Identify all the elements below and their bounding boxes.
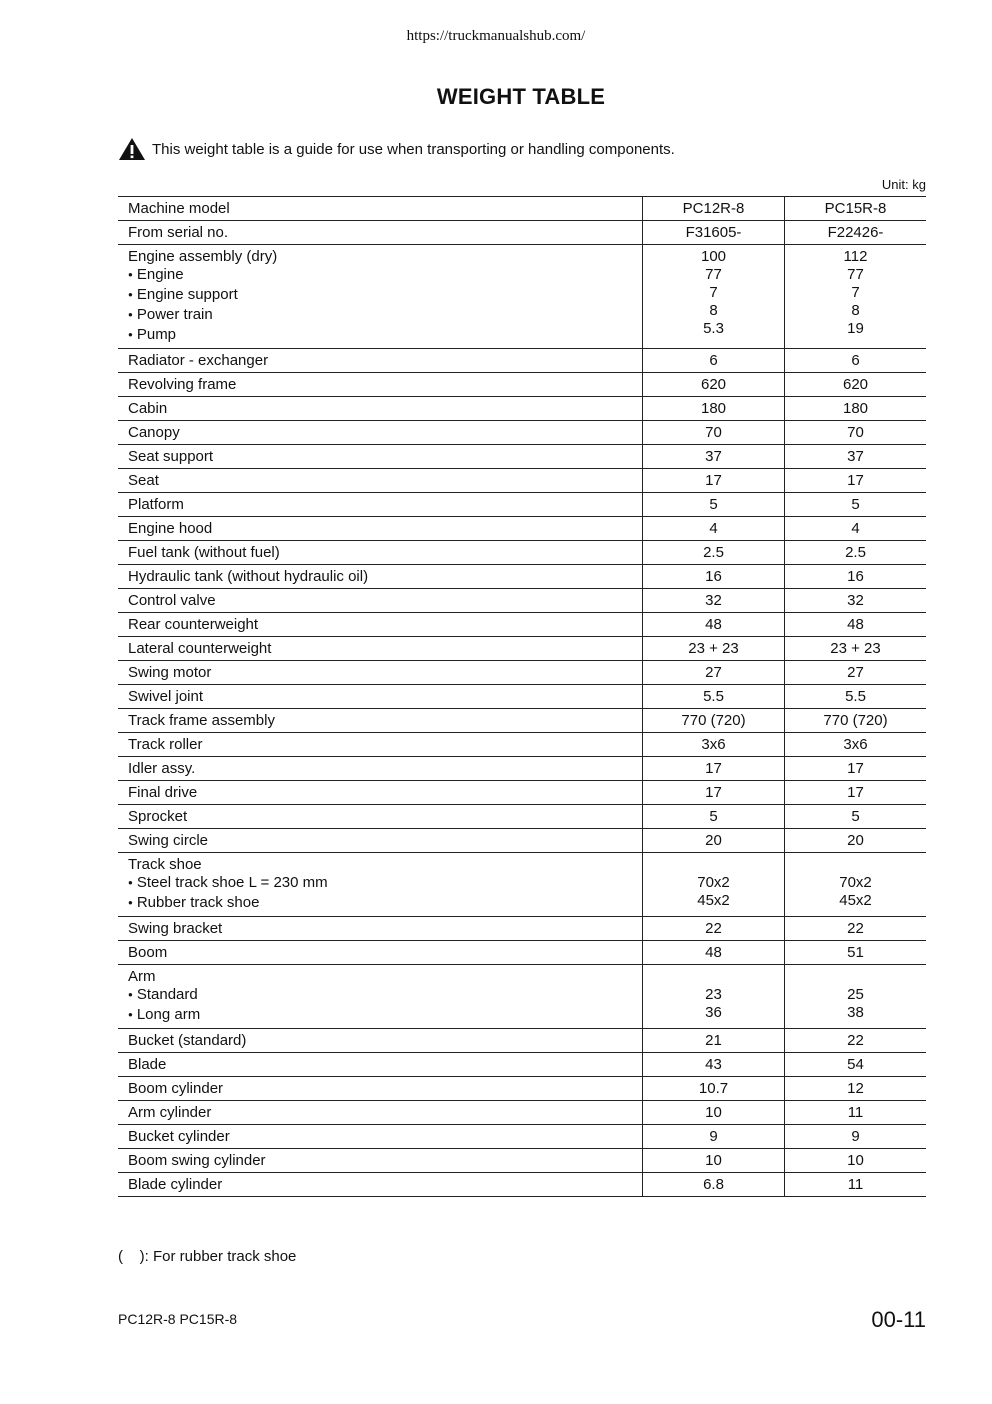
pc15r-8-value-cell	[785, 1173, 927, 1197]
sub-component-label: ● Standard	[128, 986, 632, 1006]
weight-value: 48	[847, 616, 864, 633]
table-row	[118, 541, 926, 565]
component-cell	[118, 805, 643, 829]
header-url: https://truckmanualshub.com/	[406, 28, 586, 44]
component-cell	[118, 469, 643, 493]
weight-value: 3x6	[701, 736, 726, 753]
component-cell	[118, 349, 643, 373]
pc15r-8-value-cell	[785, 829, 927, 853]
table-row	[118, 853, 926, 917]
pc12r-8-value-cell	[643, 1149, 785, 1173]
table-row	[118, 637, 926, 661]
table-row	[118, 349, 926, 373]
pc12r-8-value-cell	[643, 685, 785, 709]
pc15r-8-value-cell	[785, 781, 927, 805]
weight-value: 23 + 23	[830, 640, 881, 657]
component-cell	[118, 829, 643, 853]
table-row	[118, 517, 926, 541]
weight-value: 23	[705, 986, 722, 1003]
weight-value: 10	[847, 1152, 864, 1169]
component-cell	[118, 1101, 643, 1125]
table-row	[118, 421, 926, 445]
weight-value: 770 (720)	[681, 712, 746, 729]
weight-value: 112	[843, 248, 868, 265]
weight-value: 5	[851, 496, 860, 513]
component-cell	[118, 733, 643, 757]
component-cell	[118, 373, 643, 397]
weight-value: 22	[847, 920, 864, 937]
weight-value: 27	[847, 664, 864, 681]
weight-value: 38	[847, 1004, 864, 1021]
pc12r-8-value-cell	[643, 197, 785, 221]
sub-component-label: ● Engine	[128, 266, 632, 286]
pc15r-8-value-cell	[785, 1077, 927, 1101]
component-cell	[118, 1125, 643, 1149]
component-label: Bucket cylinder	[128, 1128, 230, 1145]
weight-value: 8	[709, 302, 718, 319]
component-cell	[118, 613, 643, 637]
table-row	[118, 613, 926, 637]
page-title: WEIGHT TABLE	[436, 84, 606, 109]
weight-value: 54	[847, 1056, 864, 1073]
pc12r-8-value-cell	[643, 733, 785, 757]
pc12r-8-value-cell	[643, 1053, 785, 1077]
component-label: Swing bracket	[128, 920, 223, 937]
component-label: Lateral counterweight	[128, 640, 272, 657]
page-number: 00-11	[871, 1307, 926, 1332]
component-cell	[118, 853, 643, 917]
component-label: Blade	[128, 1056, 167, 1073]
pc15r-8-value-cell	[785, 917, 927, 941]
pc12r-8-value-cell	[643, 917, 785, 941]
pc15r-8-value-cell	[785, 221, 927, 245]
weight-value: 19	[847, 320, 864, 337]
component-label: From serial no.	[128, 224, 229, 241]
weight-value: 45x2	[697, 892, 730, 909]
component-label: Swivel joint	[128, 688, 204, 705]
sub-component-label: ● Power train	[128, 306, 632, 326]
pc12r-8-value-cell	[643, 245, 785, 349]
pc15r-8-value-cell	[785, 541, 927, 565]
table-row	[118, 805, 926, 829]
pc15r-8-value-cell	[785, 349, 927, 373]
component-label: Idler assy.	[128, 760, 196, 777]
pc15r-8-value-cell	[785, 1125, 927, 1149]
table-row	[118, 1029, 926, 1053]
table-row	[118, 1053, 926, 1077]
weight-value: 27	[705, 664, 722, 681]
component-cell	[118, 709, 643, 733]
weight-value: 37	[705, 448, 722, 465]
weight-value: 5.5	[845, 688, 866, 705]
component-label: Engine assembly (dry)	[128, 248, 278, 265]
component-cell	[118, 917, 643, 941]
weight-value: 620	[842, 376, 869, 393]
weight-value: 5.5	[703, 688, 724, 705]
sub-component-label: ● Rubber track shoe	[128, 894, 632, 914]
weight-value: F22426-	[827, 224, 884, 241]
pc15r-8-value-cell	[785, 565, 927, 589]
weight-value: 20	[705, 832, 722, 849]
component-label: Track shoe	[128, 856, 202, 873]
weight-value: 70x2	[697, 874, 730, 891]
pc12r-8-value-cell	[643, 637, 785, 661]
component-label: Revolving frame	[128, 376, 237, 393]
sub-component-label: ● Engine support	[128, 286, 632, 306]
table-row	[118, 493, 926, 517]
weight-value: 2.5	[703, 544, 724, 561]
pc15r-8-value-cell	[785, 733, 927, 757]
weight-value: 180	[700, 400, 727, 417]
pc12r-8-value-cell	[643, 445, 785, 469]
table-row	[118, 1149, 926, 1173]
pc15r-8-value-cell	[785, 637, 927, 661]
weight-value: 17	[705, 760, 722, 777]
pc12r-8-value-cell	[643, 421, 785, 445]
pc15r-8-value-cell	[785, 1029, 927, 1053]
component-cell	[118, 637, 643, 661]
weight-value: 20	[847, 832, 864, 849]
weight-value: 100	[700, 248, 727, 265]
pc15r-8-value-cell	[785, 685, 927, 709]
weight-value: 17	[847, 760, 864, 777]
weight-value: 23 + 23	[688, 640, 739, 657]
footnote: ( ): For rubber track shoe	[118, 1248, 297, 1265]
table-row	[118, 445, 926, 469]
component-label: Arm cylinder	[128, 1104, 212, 1121]
pc12r-8-value-cell	[643, 1077, 785, 1101]
weight-value: 6.8	[703, 1176, 724, 1193]
component-cell	[118, 685, 643, 709]
weight-value: 70	[847, 424, 864, 441]
component-cell	[118, 245, 643, 349]
weight-value: 10	[705, 1152, 722, 1169]
component-label: Track roller	[128, 736, 203, 753]
table-row	[118, 565, 926, 589]
weight-table	[118, 196, 926, 1197]
weight-value: 4	[851, 520, 860, 537]
component-label: Boom cylinder	[128, 1080, 224, 1097]
pc15r-8-value-cell	[785, 397, 927, 421]
component-label: Track frame assembly	[128, 712, 275, 729]
component-label: Swing motor	[128, 664, 212, 681]
weight-value: 10	[705, 1104, 722, 1121]
warning-note	[118, 137, 675, 161]
weight-value: 16	[847, 568, 864, 585]
component-label: Arm	[128, 968, 156, 985]
component-label: Control valve	[128, 592, 216, 609]
weight-value: 6	[851, 352, 860, 369]
pc12r-8-value-cell	[643, 469, 785, 493]
weight-value: 6	[709, 352, 718, 369]
weight-value: 8	[851, 302, 860, 319]
pc15r-8-value-cell	[785, 421, 927, 445]
pc12r-8-value-cell	[643, 661, 785, 685]
weight-value: PC15R-8	[824, 200, 887, 217]
table-row	[118, 397, 926, 421]
weight-value: 43	[705, 1056, 722, 1073]
pc12r-8-value-cell	[643, 829, 785, 853]
table-row	[118, 469, 926, 493]
pc12r-8-value-cell	[643, 965, 785, 1029]
component-label: Machine model	[128, 200, 230, 217]
component-label: Hydraulic tank (without hydraulic oil)	[128, 568, 369, 585]
table-row	[118, 781, 926, 805]
weight-value: 9	[851, 1128, 860, 1145]
component-cell	[118, 421, 643, 445]
pc12r-8-value-cell	[643, 493, 785, 517]
weight-value	[785, 856, 926, 874]
pc12r-8-value-cell	[643, 709, 785, 733]
weight-value: 770 (720)	[823, 712, 888, 729]
component-cell	[118, 1029, 643, 1053]
weight-value: 17	[705, 472, 722, 489]
table-row	[118, 685, 926, 709]
table-row	[118, 965, 926, 1029]
pc15r-8-value-cell	[785, 853, 927, 917]
pc15r-8-value-cell	[785, 1101, 927, 1125]
weight-value: 70x2	[839, 874, 872, 891]
weight-value: 22	[705, 920, 722, 937]
weight-value: 5	[709, 496, 718, 513]
footer-models: PC12R-8 PC15R-8	[118, 1311, 238, 1327]
component-cell	[118, 541, 643, 565]
weight-value: 32	[847, 592, 864, 609]
pc12r-8-value-cell	[643, 805, 785, 829]
pc12r-8-value-cell	[643, 941, 785, 965]
component-label: Radiator - exchanger	[128, 352, 269, 369]
component-cell	[118, 493, 643, 517]
weight-value: 70	[705, 424, 722, 441]
pc12r-8-value-cell	[643, 349, 785, 373]
component-cell	[118, 1173, 643, 1197]
weight-value: 37	[847, 448, 864, 465]
pc15r-8-value-cell	[785, 1053, 927, 1077]
weight-value: 4	[709, 520, 718, 537]
component-cell	[118, 965, 643, 1029]
component-cell	[118, 757, 643, 781]
weight-value	[643, 968, 784, 986]
weight-value: 32	[705, 592, 722, 609]
sub-component-label: ● Steel track shoe L = 230 mm	[128, 874, 632, 894]
pc15r-8-value-cell	[785, 941, 927, 965]
weight-value: 7	[851, 284, 860, 301]
table-row	[118, 829, 926, 853]
weight-value: 51	[847, 944, 864, 961]
weight-value: 25	[847, 986, 864, 1003]
table-row	[118, 917, 926, 941]
component-label: Seat support	[128, 448, 214, 465]
weight-value: 11	[847, 1104, 864, 1121]
table-row	[118, 1077, 926, 1101]
table-row	[118, 589, 926, 613]
pc12r-8-value-cell	[643, 373, 785, 397]
weight-value: 45x2	[839, 892, 872, 909]
pc12r-8-value-cell	[643, 613, 785, 637]
component-label: Cabin	[128, 400, 168, 417]
table-row	[118, 1173, 926, 1197]
table-row	[118, 1125, 926, 1149]
weight-value: 17	[847, 784, 864, 801]
pc12r-8-value-cell	[643, 757, 785, 781]
weight-value: 5	[709, 808, 718, 825]
component-label: Bucket (standard)	[128, 1032, 247, 1049]
component-cell	[118, 661, 643, 685]
pc15r-8-value-cell	[785, 613, 927, 637]
component-cell	[118, 197, 643, 221]
weight-value: 17	[847, 472, 864, 489]
weight-value: 3x6	[843, 736, 868, 753]
table-row	[118, 245, 926, 349]
pc15r-8-value-cell	[785, 197, 927, 221]
pc15r-8-value-cell	[785, 757, 927, 781]
pc12r-8-value-cell	[643, 541, 785, 565]
pc15r-8-value-cell	[785, 517, 927, 541]
component-cell	[118, 1077, 643, 1101]
weight-value: F31605-	[685, 224, 742, 241]
component-cell	[118, 445, 643, 469]
table-row	[118, 733, 926, 757]
component-label: Engine hood	[128, 520, 213, 537]
pc12r-8-value-cell	[643, 1101, 785, 1125]
pc12r-8-value-cell	[643, 221, 785, 245]
pc12r-8-value-cell	[643, 517, 785, 541]
component-cell	[118, 1149, 643, 1173]
pc15r-8-value-cell	[785, 1149, 927, 1173]
weight-value: 7	[709, 284, 718, 301]
weight-value: 5	[851, 808, 860, 825]
warning-icon	[118, 137, 146, 161]
weight-value: 22	[847, 1032, 864, 1049]
warning-text: This weight table is a guide for use when transporting or handling components.	[152, 140, 675, 158]
pc12r-8-value-cell	[643, 1125, 785, 1149]
pc12r-8-value-cell	[643, 565, 785, 589]
component-label: Final drive	[128, 784, 198, 801]
weight-value: 21	[705, 1032, 722, 1049]
component-cell	[118, 517, 643, 541]
weight-value: 48	[705, 944, 722, 961]
component-cell	[118, 589, 643, 613]
sub-component-label: ● Pump	[128, 326, 632, 346]
weight-value: 11	[847, 1176, 864, 1193]
component-cell	[118, 941, 643, 965]
pc12r-8-value-cell	[643, 589, 785, 613]
weight-value: PC12R-8	[682, 200, 745, 217]
weight-value: 48	[705, 616, 722, 633]
weight-value: 2.5	[845, 544, 866, 561]
pc15r-8-value-cell	[785, 709, 927, 733]
unit-label: Unit: kg	[881, 177, 926, 192]
component-label: Canopy	[128, 424, 180, 441]
pc12r-8-value-cell	[643, 397, 785, 421]
component-cell	[118, 397, 643, 421]
weight-value	[643, 856, 784, 874]
weight-value: 10.7	[698, 1080, 729, 1097]
component-label: Swing circle	[128, 832, 209, 849]
weight-value: 36	[705, 1004, 722, 1021]
weight-value: 77	[847, 266, 864, 283]
sub-component-label: ● Long arm	[128, 1006, 632, 1026]
component-label: Boom swing cylinder	[128, 1152, 266, 1169]
weight-value: 17	[705, 784, 722, 801]
component-label: Blade cylinder	[128, 1176, 223, 1193]
table-row	[118, 757, 926, 781]
pc15r-8-value-cell	[785, 245, 927, 349]
pc15r-8-value-cell	[785, 445, 927, 469]
pc12r-8-value-cell	[643, 781, 785, 805]
pc15r-8-value-cell	[785, 493, 927, 517]
weight-value: 77	[705, 266, 722, 283]
table-row	[118, 197, 926, 221]
component-label: Rear counterweight	[128, 616, 259, 633]
weight-value: 620	[700, 376, 727, 393]
component-label: Sprocket	[128, 808, 188, 825]
component-cell	[118, 221, 643, 245]
component-cell	[118, 781, 643, 805]
pc12r-8-value-cell	[643, 853, 785, 917]
component-cell	[118, 565, 643, 589]
table-row	[118, 709, 926, 733]
table-row	[118, 941, 926, 965]
weight-value: 9	[709, 1128, 718, 1145]
component-label: Platform	[128, 496, 184, 513]
pc15r-8-value-cell	[785, 589, 927, 613]
pc15r-8-value-cell	[785, 373, 927, 397]
component-label: Boom	[128, 944, 168, 961]
pc15r-8-value-cell	[785, 805, 927, 829]
component-label: Fuel tank (without fuel)	[128, 544, 280, 561]
weight-value: 180	[842, 400, 869, 417]
weight-value: 16	[705, 568, 722, 585]
pc15r-8-value-cell	[785, 965, 927, 1029]
table-row	[118, 221, 926, 245]
weight-value: 12	[847, 1080, 864, 1097]
weight-value	[785, 968, 926, 986]
table-row	[118, 661, 926, 685]
pc15r-8-value-cell	[785, 469, 927, 493]
component-cell	[118, 1053, 643, 1077]
component-label: Seat	[128, 472, 159, 489]
pc15r-8-value-cell	[785, 661, 927, 685]
pc12r-8-value-cell	[643, 1173, 785, 1197]
table-row	[118, 1101, 926, 1125]
pc12r-8-value-cell	[643, 1029, 785, 1053]
weight-value: 5.3	[703, 320, 724, 337]
table-row	[118, 373, 926, 397]
